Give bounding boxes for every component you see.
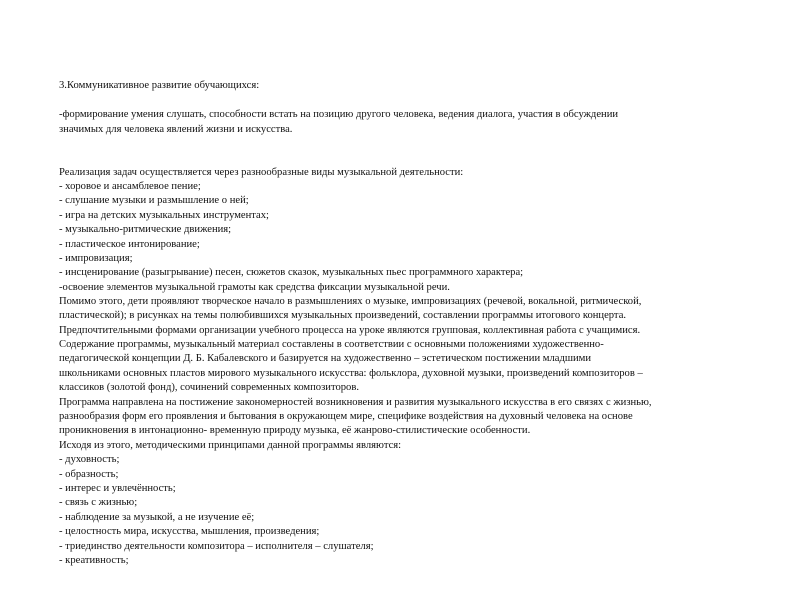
list-item: - игра на детских музыкальных инструментах; [59,210,269,221]
section-heading: 3.Коммуникативное развитие обучающихся: [59,80,260,91]
list-item: -освоение элементов музыкальной грамоты как средства фиксации музыкальной речи. [59,282,450,293]
text-line: Содержание программы, музыкальный материал составлены в соответствии с основными положениями художественно- [59,339,604,350]
text-line: Реализация задач осуществляется через разнообразные виды музыкальной деятельности: [59,167,464,178]
text-line: педагогической концепции Д. Б. Кабалевского и базируется на художественно – эстетическом постижении младшими [59,353,592,364]
text-line: Программа направлена на постижение закономерностей возникновения и развития музыкального искусства в его связях с жизнью, [59,397,652,408]
list-item: - музыкально-ритмические движения; [59,224,232,235]
text-line: классиков (золотой фонд), сочинений современных композиторов. [59,382,359,393]
list-item: - слушание музыки и размышление о ней; [59,195,249,206]
list-item: - образность; [59,469,119,480]
list-item: - наблюдение за музыкой, а не изучение её; [59,512,255,523]
list-item: - пластическое интонирование; [59,239,200,250]
text-line: -формирование умения слушать, способности встать на позицию другого человека, ведения диалога, участия в обсуждении [59,109,619,120]
text-line: значимых для человека явлений жизни и искусства. [59,124,293,135]
list-item: - связь с жизнью; [59,497,138,508]
text-line: Предпочтительными формами организации учебного процесса на уроке являются групповая, коллективная работа с учащимися. [59,325,641,336]
text-line: разнообразия форм его проявления и бытования в окружающем мире, специфике воздействия на духовный человека на основе [59,411,633,422]
list-item: - хоровое и ансамблевое пение; [59,181,201,192]
list-item: - импровизация; [59,253,133,264]
list-item: - интерес и увлечённость; [59,483,176,494]
text-line: проникновения в интонационно- временную природу музыка, её жанрово-стилистические особенности. [59,425,531,436]
list-item: - триединство деятельности композитора – исполнителя – слушателя; [59,541,374,552]
text-line: Помимо этого, дети проявляют творческое начало в размышлениях о музыке, импровизациях (речевой, вокальной, ритмической, [59,296,642,307]
text-line: пластической); в рисунках на темы полюбившихся музыкальных произведений, составлении программы итогового концерта. [59,310,627,321]
text-line: школьниками основных пластов мирового музыкального искусства: фольклора, духовной музыки, произведений композиторов – [59,368,643,379]
list-item: - духовность; [59,454,120,465]
list-item: - инсценирование (разыгрывание) песен, сюжетов сказок, музыкальных пьес программного характера; [59,267,524,278]
list-item: - креативность; [59,555,129,566]
list-item: - целостность мира, искусства, мышления, произведения; [59,526,320,537]
text-line: Исходя из этого, методическими принципами данной программы являются: [59,440,402,451]
